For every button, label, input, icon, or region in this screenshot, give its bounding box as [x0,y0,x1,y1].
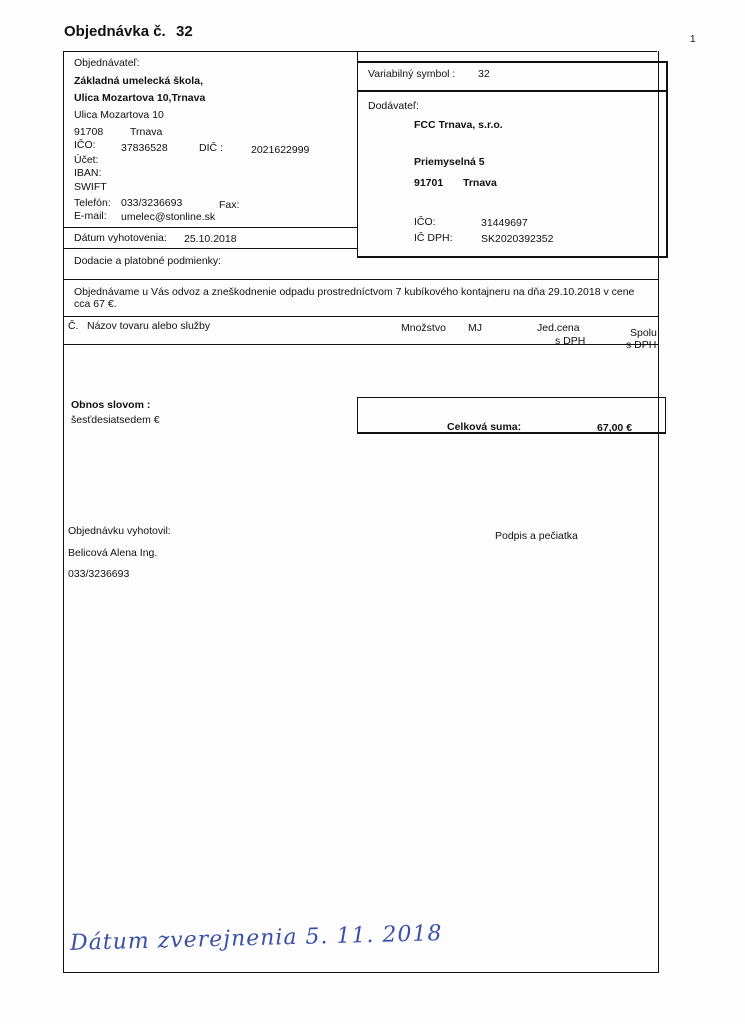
orderer-dic-label: DIČ : [199,142,223,154]
supplier-icdph: SK2020392352 [481,233,554,245]
orderer-email-label: E-mail: [74,210,107,222]
amount-words-label: Obnos slovom : [71,399,151,411]
frame-left-line [63,51,64,973]
orderer-iban-label: IBAN: [74,167,102,179]
col-total-header-2: s DPH [626,339,657,351]
col-unit-price-header-2: s DPH [555,335,586,347]
supplier-street: Priemyselná 5 [414,156,485,168]
col-number-header: Č. [68,320,79,332]
orderer-fax-label: Fax: [219,199,240,211]
col-total-header: Spolu [630,327,657,339]
orderer-address-bold: Ulica Mozartova 10,Trnava [74,92,206,104]
supplier-city: Trnava [463,177,497,189]
supplier-ico: 31449697 [481,217,528,229]
total-label: Celková suma: [447,421,522,433]
issue-date-label: Dátum vyhotovenia: [74,232,167,244]
order-number: 32 [176,23,193,40]
orderer-name: Základná umelecká škola, [74,75,203,87]
amount-words-value: šesťdesiatsedem € [71,414,160,426]
date-row-bottom [63,248,358,249]
orderer-dic: 2021622999 [251,144,310,156]
col-unit-price-header: Jed.cena [537,322,580,334]
issuer-phone: 033/3236693 [68,568,130,580]
orderer-account-label: Účet: [74,154,99,166]
vs-box-bottom [357,90,668,92]
handwritten-publication-date: Dátum zverejnenia 5. 11. 2018 [69,921,443,956]
orderer-ico: 37836528 [121,142,168,154]
total-box-top [357,397,666,398]
orderer-street: Ulica Mozartova 10 [74,109,164,121]
supplier-heading: Dodávateľ: [368,100,419,112]
page-number: 1 [690,34,696,45]
issuer-name: Belicová Alena Ing. [68,547,158,559]
orderer-zip: 91708 [74,126,104,138]
document-title: Objednávka č. [64,23,166,40]
supplier-icdph-label: IČ DPH: [414,232,453,244]
vs-box-top [357,61,668,63]
terms-row-bottom [63,279,658,280]
description-line-1: Objednávame u Vás odvoz a zneškodnenie odpadu prostredníctvom 7 kubíkového kontajneru na dňa 29.10.2018 v cene [74,286,635,298]
issuer-label: Objednávku vyhotovil: [68,525,171,537]
signature-label: Podpis a pečiatka [495,530,578,542]
orderer-phone: 033/3236693 [121,197,183,209]
orderer-phone-label: Telefón: [74,197,111,209]
frame-top-line [63,51,657,52]
col-quantity-header: Množstvo [401,322,446,334]
frame-bottom-line [63,972,659,973]
orderer-swift-label: SWIFT [74,181,107,193]
issue-date: 25.10.2018 [184,233,237,245]
col-unit-header: MJ [468,322,482,334]
variable-symbol-label: Variabilný symbol : [368,68,456,80]
date-row-top [63,227,358,228]
total-box-right [665,397,666,434]
total-box-left [357,397,358,434]
terms-label: Dodacie a platobné podmienky: [74,255,222,267]
supplier-zip: 91701 [414,177,444,189]
frame-right-line [658,51,659,973]
total-value: 67,00 € [597,422,633,434]
orderer-city: Trnava [130,126,163,138]
description-row-bottom [63,316,658,317]
orderer-email: umelec@stonline.sk [121,211,216,223]
supplier-box-bottom [357,256,668,258]
variable-symbol-value: 32 [478,68,490,80]
description-line-2: cca 67 €. [74,298,117,310]
orderer-ico-label: IČO: [74,139,96,151]
supplier-name: FCC Trnava, s.r.o. [414,119,503,131]
supplier-ico-label: IČO: [414,216,436,228]
col-name-header: Názov tovaru alebo služby [87,320,211,332]
orderer-heading: Objednávateľ: [74,57,140,69]
